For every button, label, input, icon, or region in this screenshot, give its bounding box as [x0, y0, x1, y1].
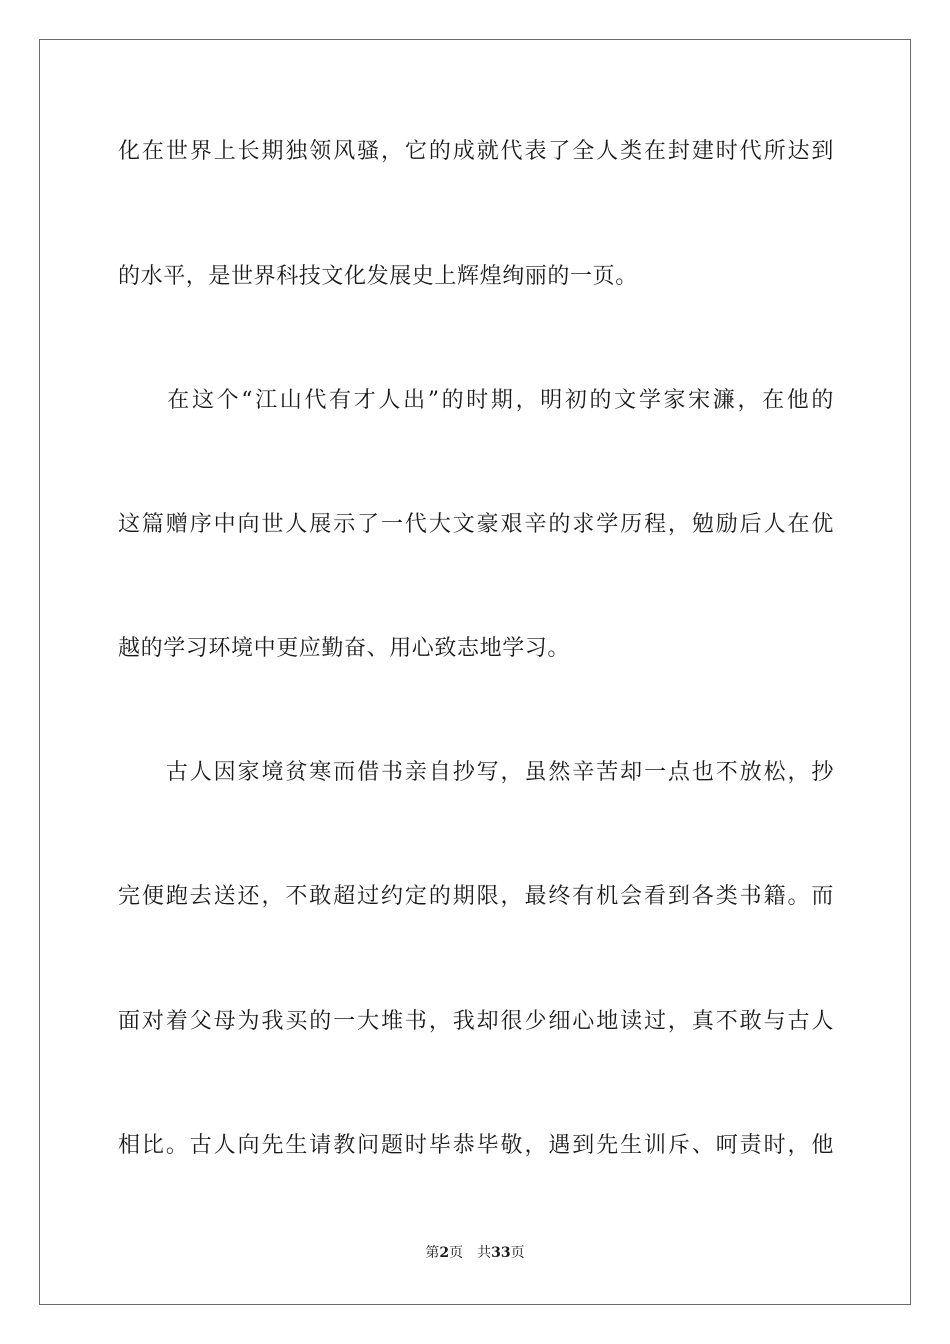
- text-line: 越的学习环境中更应勤奋、用心致志地学习。: [118, 636, 571, 661]
- text-line: 完便跑去送还，不敢超过约定的期限，最终有机会看到各类书籍。而: [118, 884, 834, 909]
- total-suffix: 页: [510, 1245, 525, 1261]
- text-line: 古人因家境贫寒而借书亲自抄写，虽然辛苦却一点也不放松，抄: [118, 760, 834, 785]
- text-line: 面对着父母为我买的一大堆书，我却很少细心地读过，真不敢与古人: [118, 1009, 834, 1034]
- text-line: 的水平，是世界科技文化发展史上辉煌绚丽的一页。: [118, 264, 638, 289]
- total-prefix: 共: [477, 1245, 492, 1261]
- total-pages: 33: [491, 1245, 511, 1261]
- text-line: 相比。古人向先生请教问题时毕恭毕敬，遇到先生训斥、呵责时，他: [118, 1133, 834, 1158]
- text-line: 在这个“江山代有才人出”的时期，明初的文学家宋濂，在他的: [118, 388, 834, 413]
- page-suffix: 页: [449, 1245, 464, 1261]
- text-line: 这篇赠序中向世人展示了一代大文豪艰辛的求学历程，勉励后人在优: [118, 512, 834, 537]
- page-number: 2: [439, 1245, 450, 1261]
- text-line: 化在世界上长期独领风骚，它的成就代表了全人类在封建时代所达到: [118, 139, 834, 164]
- page-border: [39, 39, 911, 1305]
- page-footer: [0, 1244, 950, 1262]
- page-prefix: 第: [425, 1245, 440, 1261]
